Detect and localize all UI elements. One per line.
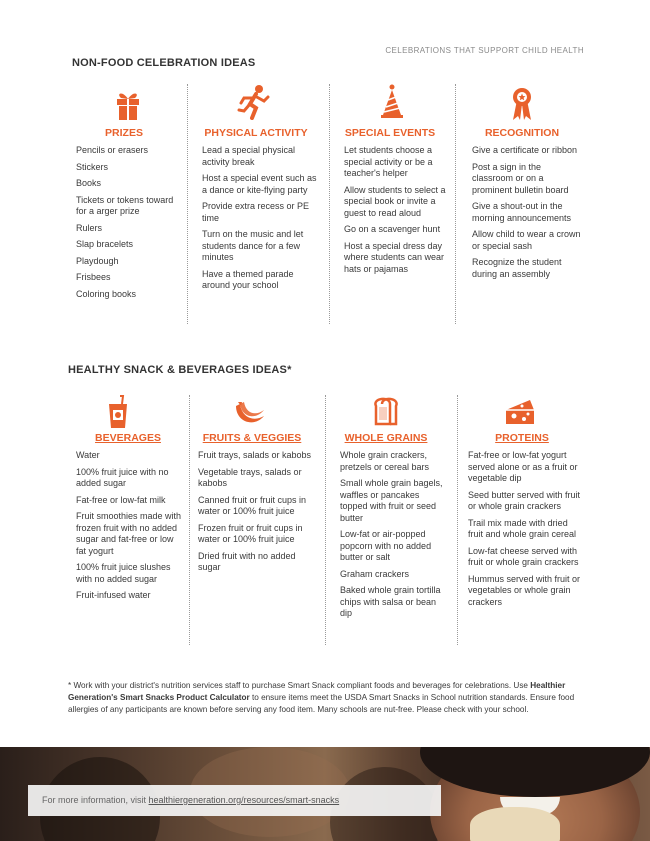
list-item: Seed butter served with fruit or whole grain crackers (468, 489, 581, 511)
proteins-list (468, 450, 584, 613)
list-item: Low-fat or air-popped popcorn with no added butter or salt (340, 529, 432, 562)
list-item: Host a special event such as a dance or kite-flying party (202, 173, 317, 195)
snack-in-hand (470, 807, 560, 841)
footnote-lead: * Work with your district's nutrition services staff to purchase Smart Snack compliant foods and beverages for celebrations. Use (68, 681, 531, 690)
beverages-heading: BEVERAGES (95, 432, 161, 444)
whole-grains-list (340, 450, 448, 625)
special-events-list (344, 145, 446, 280)
list-item: Give a shout-out in the morning announcements (472, 201, 572, 223)
list-item: Baked whole grain tortilla chips with salsa or bean dip (340, 585, 441, 618)
list-item: Give a certificate or ribbon (472, 145, 578, 155)
footnote (68, 680, 588, 716)
list-item: Slap bracelets (76, 239, 134, 249)
smart-snacks-resource-link[interactable]: healthiergeneration.org/resources/smart-snacks (148, 795, 340, 805)
fruits-veggies-heading: FRUITS & VEGGIES (202, 432, 302, 444)
ribbon-icon (502, 86, 542, 122)
whole-grains-heading: WHOLE GRAINS (344, 432, 428, 444)
list-item: Graham crackers (340, 568, 410, 579)
list-item: Provide extra recess or PE time (202, 201, 310, 223)
recognition-heading: RECOGNITION (484, 127, 560, 139)
list-item: Playdough (76, 255, 119, 266)
list-item: Vegetable trays, salads or kabobs (198, 466, 302, 488)
gift-icon (108, 86, 148, 122)
list-item: Coloring books (76, 288, 137, 299)
list-item: Hummus served with fruit or vegetables or whole grain crackers (468, 573, 581, 607)
list-item: Dried fruit with no added sugar (198, 550, 296, 572)
cup-icon (98, 394, 138, 430)
fruits-veggies-list (198, 450, 314, 579)
list-item: Rulers (76, 222, 103, 233)
party-hat-icon (372, 84, 412, 120)
list-item: Books (76, 178, 102, 188)
list-item: Whole grain crackers, pretzels or cereal bars (340, 450, 430, 472)
list-item: Turn on the music and let students dance for a few minutes (202, 229, 304, 262)
cheese-icon (500, 396, 540, 432)
list-item: Water (76, 450, 100, 460)
physical-activity-heading: PHYSICAL ACTIVITY (204, 127, 308, 139)
list-item: Fruit trays, salads or kabobs (198, 450, 312, 460)
list-item: Recognize the student during an assembly (472, 257, 562, 279)
list-item: Host a special dress day where students can wear hats or pajamas (344, 240, 445, 274)
header-label: CELEBRATIONS THAT SUPPORT CHILD HEALTH (385, 46, 584, 55)
list-item: Have a themed parade around your school (202, 268, 294, 290)
list-item: Pencils or erasers (76, 145, 149, 155)
list-item: Low-fat cheese served with fruit or whole grain crackers (468, 545, 579, 567)
beverages-list (76, 450, 184, 607)
info-bar (28, 785, 441, 816)
info-prefix: For more information, visit (42, 795, 149, 805)
prizes-list (76, 145, 184, 305)
bread-icon (366, 394, 406, 430)
nonfood-section-title: NON-FOOD CELEBRATION IDEAS (72, 57, 256, 69)
proteins-heading: PROTEINS (495, 432, 549, 444)
list-item: Fruit-infused water (76, 590, 151, 600)
banana-icon (230, 396, 270, 432)
list-item: Go on a scavenger hunt (344, 224, 441, 234)
list-item: Canned fruit or fruit cups in water or 100% fruit juice (198, 494, 307, 516)
runner-icon (234, 84, 274, 120)
list-item: Trail mix made with dried fruit and whole grain cereal (468, 517, 577, 539)
physical-activity-list (202, 145, 318, 297)
list-item: Let students choose a special activity or be a teacher's helper (344, 145, 433, 178)
list-item: Stickers (76, 161, 109, 172)
list-item: Frisbees (76, 272, 111, 282)
info-text (42, 795, 339, 805)
prizes-heading: PRIZES (105, 127, 143, 139)
list-item: Fat-free or low-fat milk (76, 494, 166, 505)
smart-snacks-calculator-link[interactable]: Healthier Generation's Smart Snacks Product Calculator (68, 681, 566, 702)
list-item: Post a sign in the classroom or on a prominent bulletin board (472, 161, 569, 195)
list-item: 100% fruit juice with no added sugar (76, 466, 169, 488)
recognition-list (472, 145, 584, 285)
list-item: Fruit smoothies made with frozen fruit with no added sugar and fat-free or low fat yogurt (76, 511, 182, 556)
snacks-section-title: HEALTHY SNACK & BEVERAGES IDEAS* (68, 364, 292, 376)
list-item: Small whole grain bagels, waffles or pancakes topped with fruit or seed butter (340, 478, 443, 523)
list-item: Allow child to wear a crown or special sash (472, 229, 581, 251)
list-item: 100% fruit juice slushes with no added sugar (76, 562, 171, 584)
list-item: Lead a special physical activity break (202, 145, 296, 167)
list-item: Allow students to select a special book or invite a guest to read aloud (344, 184, 446, 218)
list-item: Fat-free or low-fat yogurt served alone or as a fruit or vegetable dip (468, 450, 578, 483)
list-item: Frozen fruit or fruit cups in water or 100% fruit juice (198, 522, 303, 544)
list-item: Tickets or tokens toward for a arger prize (76, 194, 174, 216)
special-events-heading: SPECIAL EVENTS (344, 127, 436, 139)
footnote-rest: to ensure items meet the USDA Smart Snacks in School nutrition standards. Ensure food allergies of any participants are known before serving any food item. Many schools are nut-free. Please check with your school. (68, 693, 575, 714)
